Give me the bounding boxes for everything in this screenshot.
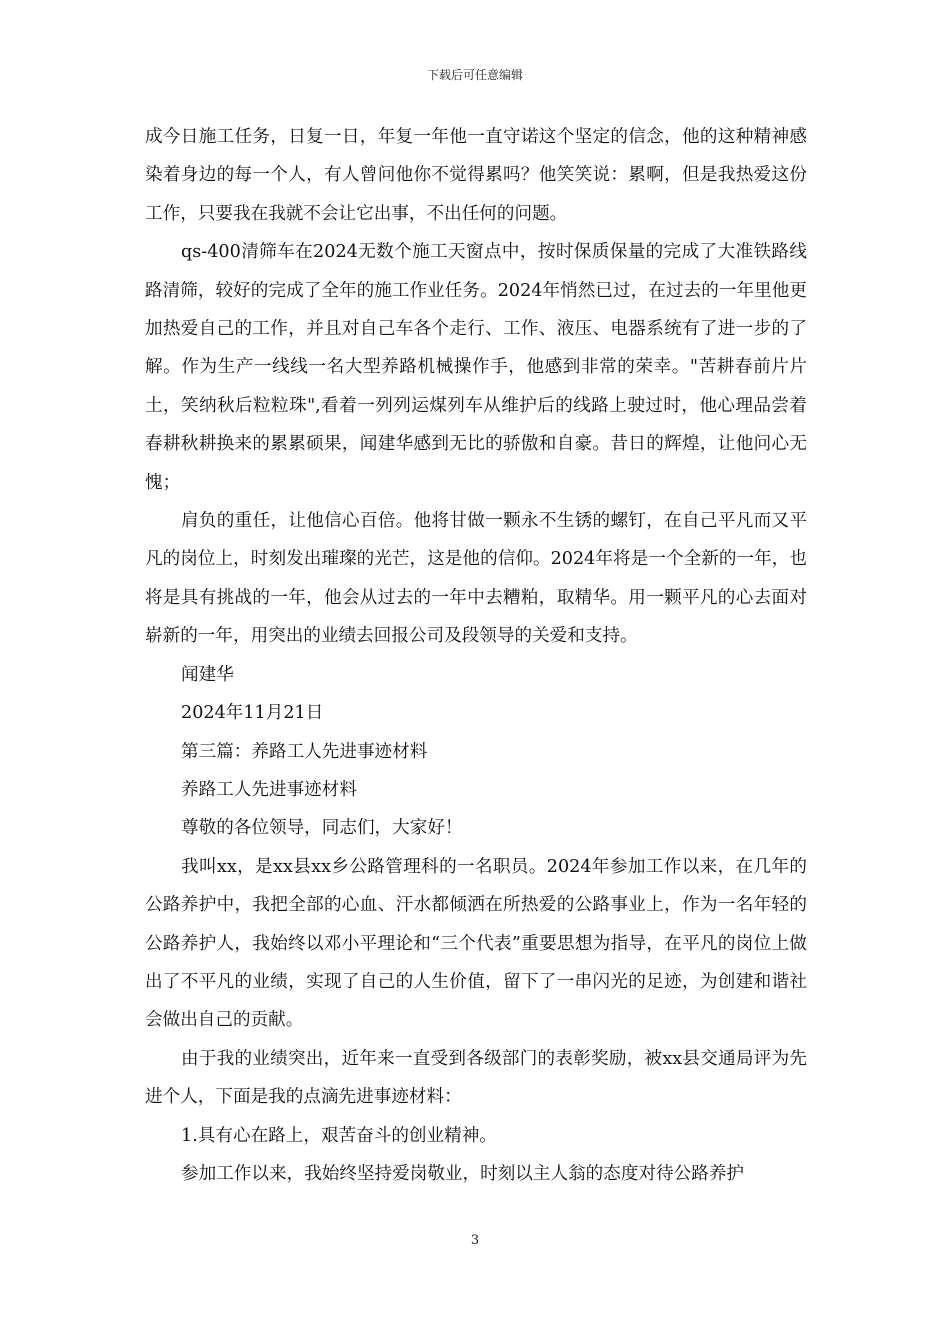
paragraph: 肩负的重任，让他信心百倍。他将甘做一颗永不生锈的螺钉，在自己平凡而又平凡的岗位上，时刻发出璀璨的光芒，这是他的信仰。2024年将是一个全新的一年，也将是具有挑战的一年，他会从过去的一年中去糟粕，取精华。用一颗平凡的心去面对崭新的一年，用突出的业绩去回报公司及段领导的关爱和支持。 bbox=[145, 511, 807, 647]
paragraph: 由于我的业绩突出，近年来一直受到各级部门的表彰奖励，被xx县交通局评为先进个人，下面是我的点滴先进事迹材料： bbox=[145, 1048, 807, 1108]
paragraph: qs-400清筛车在2024无数个施工天窗点中，按时保质保量的完成了大准铁路线路清筛，较好的完成了全年的施工作业任务。2024年悄然已过，在过去的一年里他更加热爱自己的工作，并且对自己车各个走行、工作、液压、电器系统有了进一步的了解。作为生产一线线一名大型养路机械操作手，他感到非常的荣幸。"苦耕春前片片土，笑纳秋后粒粒珠",看着一列列运煤列车从维护后的线路上驶过时，他心理品尝着春耕秋耕换来的累累硕果，闻建华感到无比的骄傲和自豪。昔日的辉煌，让他问心无愧； bbox=[145, 242, 807, 493]
list-item-heading: 1.具有心在路上，艰苦奋斗的创业精神。 bbox=[181, 1125, 497, 1146]
document-title: 养路工人先进事迹材料 bbox=[181, 779, 357, 800]
salutation: 尊敬的各位领导，同志们，大家好！ bbox=[181, 818, 463, 839]
page-number: 3 bbox=[470, 1233, 480, 1248]
paragraph: 成今日施工任务，日复一日，年复一年他一直守诺这个坚定的信念，他的这种精神感染着身边的每一个人，有人曾问他你不觉得累吗？他笑笑说：累啊，但是我热爱这份工作，只要我在我就不会让它出事，不出任何的问题。 bbox=[145, 127, 807, 224]
page-header: 下载后可任意编辑 bbox=[426, 68, 523, 82]
signature-name: 闻建华 bbox=[181, 664, 234, 685]
section-heading: 第三篇：养路工人先进事迹材料 bbox=[181, 741, 428, 762]
signature-date: 2024年11月21日 bbox=[181, 703, 324, 724]
document-body bbox=[145, 118, 807, 1193]
paragraph: 参加工作以来，我始终坚持爱岗敬业，时刻以主人翁的态度对待公路养护 bbox=[181, 1163, 745, 1184]
paragraph: 我叫xx，是xx县xx乡公路管理科的一名职员。2024年参加工作以来，在几年的公路养护中，我把全部的心血、汗水都倾洒在所热爱的公路事业上，作为一名年轻的公路养护人，我始终以邓小平理论和“三个代表”重要思想为指导，在平凡的岗位上做出了不平凡的业绩，实现了自己的人生价值，留下了一串闪光的足迹，为创建和谐社会做出自己的贡献。 bbox=[145, 856, 807, 1031]
